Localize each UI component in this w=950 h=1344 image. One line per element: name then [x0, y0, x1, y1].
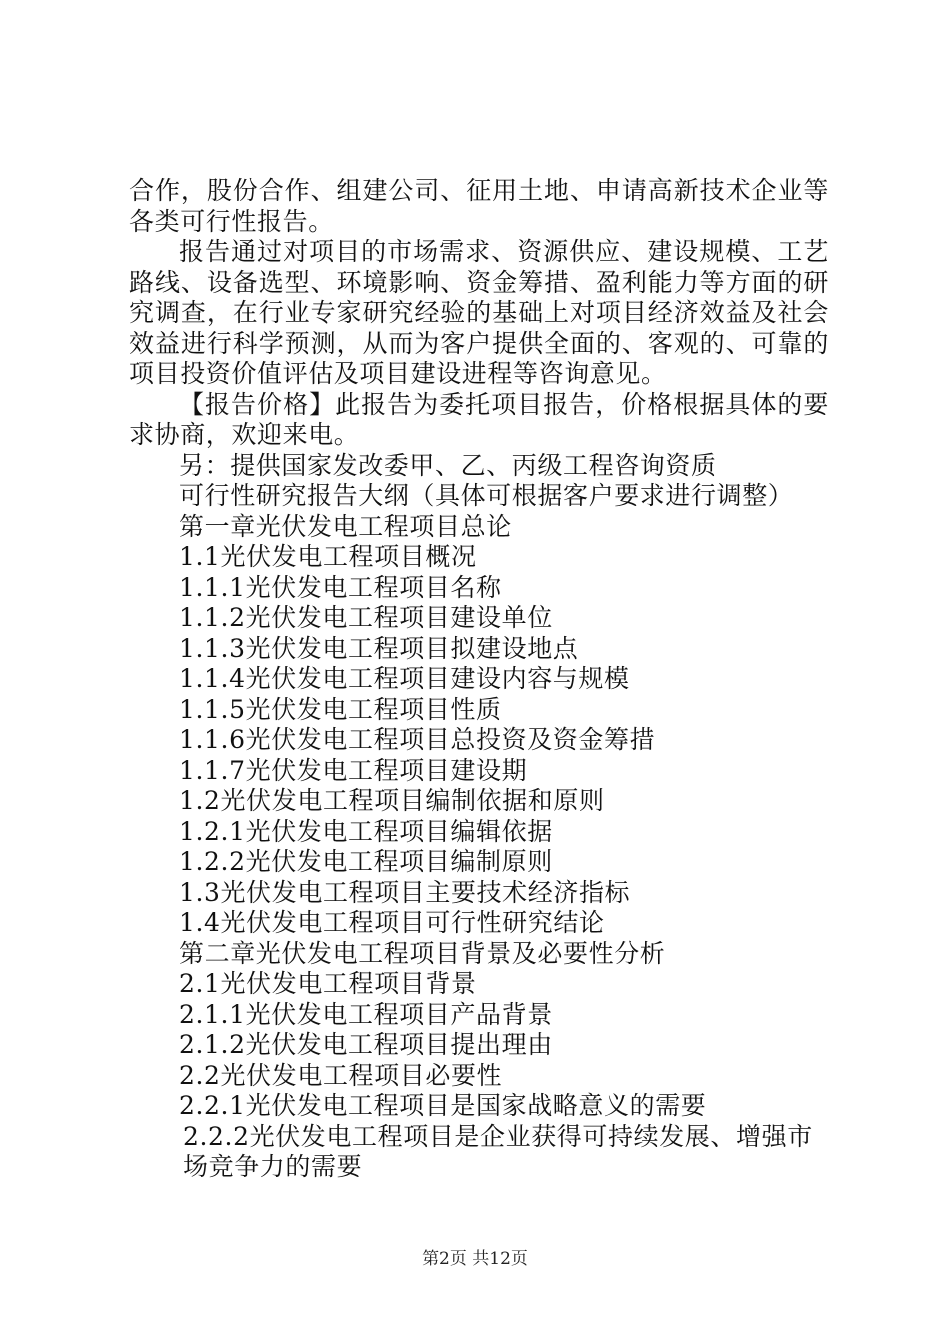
paragraph-report-overview: 报告通过对项目的市场需求、资源供应、建设规模、工艺路线、设备选型、环境影响、资金筹措、盈利能力等方面的研究调查，在行业专家研究经验的基础上对项目经济效益及社会效益进行科学预测，从而为客户提供全面的、客观的、可靠的项目投资价值评估及项目建设进程等咨询意见。: [129, 237, 829, 388]
chapter-heading: 第二章光伏发电工程项目背景及必要性分析: [179, 938, 666, 968]
outline-item: 1.1.6光伏发电工程项目总投资及资金筹措: [179, 725, 656, 754]
outline-item: 1.4光伏发电工程项目可行性研究结论: [179, 908, 605, 937]
outline-item: 2.1光伏发电工程项目背景: [179, 969, 477, 998]
outline-item: 1.1.4光伏发电工程项目建设内容与规模: [179, 664, 630, 693]
qualification-line: 另：提供国家发改委甲、乙、丙级工程咨询资质: [179, 450, 717, 480]
paragraph-report-price: 【报告价格】此报告为委托项目报告，价格根据具体的要求协商，欢迎来电。: [129, 389, 829, 449]
outline-item: 2.1.1光伏发电工程项目产品背景: [179, 999, 553, 1029]
outline-item: 2.2.2光伏发电工程项目是企业获得可持续发展、增强市场竞争力的需要: [183, 1121, 813, 1181]
outline-item: 1.1.2光伏发电工程项目建设单位: [179, 603, 553, 632]
chapter-heading: 第一章光伏发电工程项目总论: [179, 511, 512, 541]
outline-item: 1.2光伏发电工程项目编制依据和原则: [179, 786, 605, 815]
outline-item: 1.1.5光伏发电工程项目性质: [179, 694, 502, 724]
outline-item: 2.2光伏发电工程项目必要性: [179, 1060, 503, 1090]
outline-item: 2.1.2光伏发电工程项目提出理由: [179, 1030, 553, 1059]
outline-item: 1.1光伏发电工程项目概况: [179, 542, 477, 571]
outline-heading: 可行性研究报告大纲（具体可根据客户要求进行调整）: [179, 481, 794, 510]
outline-item: 1.1.1光伏发电工程项目名称: [179, 572, 502, 602]
document-body: [129, 176, 829, 1183]
outline-item: 1.3光伏发电工程项目主要技术经济指标: [179, 877, 631, 907]
outline-item: 1.2.1光伏发电工程项目编辑依据: [179, 816, 553, 846]
outline-item: 1.1.7光伏发电工程项目建设期: [179, 755, 528, 785]
outline-item: 1.2.2光伏发电工程项目编制原则: [179, 847, 553, 876]
page-number-footer: 第2页 共12页: [422, 1249, 528, 1269]
outline-list: [129, 451, 829, 1183]
outline-item: 1.1.3光伏发电工程项目拟建设地点: [179, 633, 579, 663]
paragraph-continuation: 合作，股份合作、组建公司、征用土地、申请高新技术企业等各类可行性报告。: [129, 176, 829, 236]
outline-item: 2.2.1光伏发电工程项目是国家战略意义的需要: [179, 1091, 707, 1120]
